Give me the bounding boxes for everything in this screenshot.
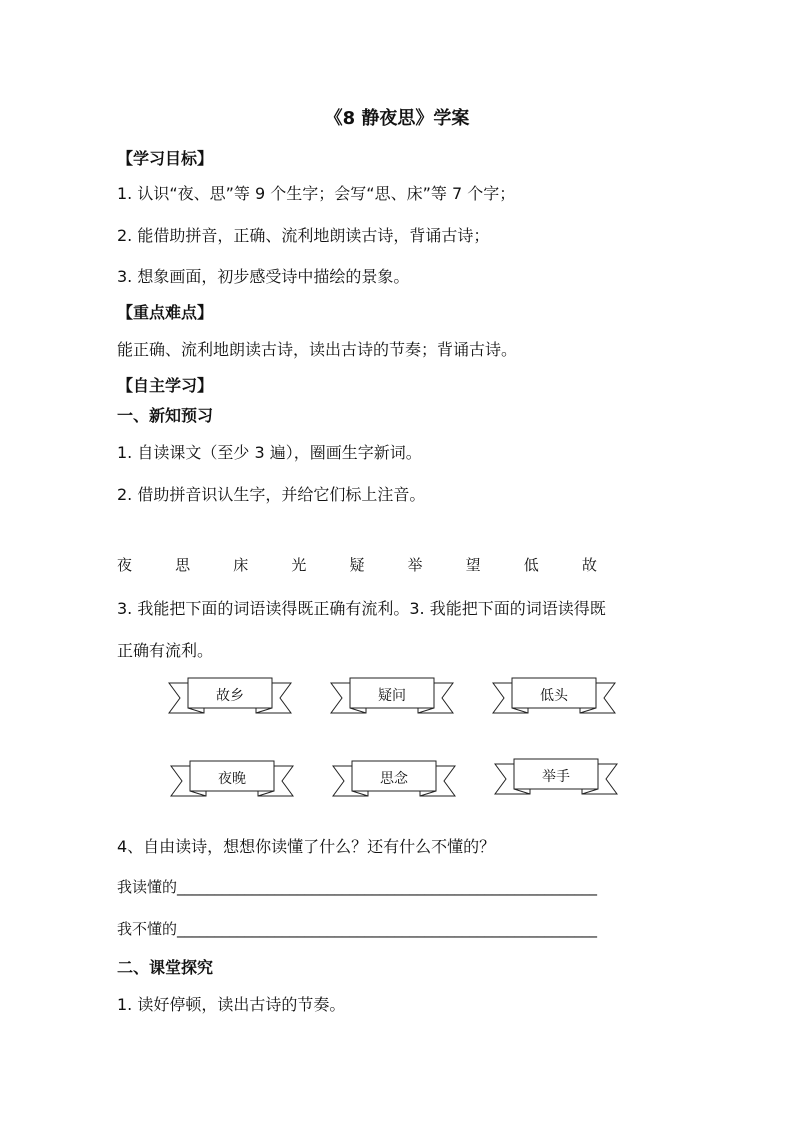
char-item: 床 xyxy=(233,556,249,574)
char-item: 夜 xyxy=(117,556,133,574)
word-ribbon xyxy=(170,760,294,800)
word-ribbon xyxy=(494,758,618,798)
sub-preview: 一、新知预习 xyxy=(117,406,214,425)
item-3-line-1: 3. 我能把下面的词语读得既正确有流利。3. 我能把下面的词语读得既 xyxy=(117,599,606,618)
char-item: 思 xyxy=(175,556,191,574)
word-label: 举手 xyxy=(542,769,570,785)
page-title: 《8 静夜思》学案 xyxy=(324,108,470,129)
word-label: 疑问 xyxy=(378,688,406,704)
char-item: 疑 xyxy=(349,556,365,574)
word-label: 故乡 xyxy=(216,688,244,704)
char-item: 望 xyxy=(465,556,481,574)
sub-explore: 二、课堂探究 xyxy=(117,958,214,977)
char-item: 光 xyxy=(291,556,307,574)
word-ribbon xyxy=(330,677,454,717)
word-ribbon xyxy=(332,760,456,800)
word-label: 低头 xyxy=(540,688,568,704)
preview-2: 2. 借助拼音识认生字，并给它们标上注音。 xyxy=(117,485,426,504)
item-3-line-2: 正确有流利。 xyxy=(117,641,214,660)
goal-3: 3. 想象画面，初步感受诗中描绘的景象。 xyxy=(117,267,410,286)
preview-1: 1. 自读课文（至少 3 遍），圈画生字新词。 xyxy=(117,443,422,462)
section-key: 【重点难点】 xyxy=(117,303,214,322)
char-item: 故 xyxy=(581,556,597,574)
char-item: 低 xyxy=(523,556,539,574)
goal-1: 1. 认识“夜、思”等 9 个生字；会写“思、床”等 7 个字； xyxy=(117,184,516,203)
word-ribbon xyxy=(492,677,616,717)
word-ribbon xyxy=(168,677,292,717)
not-understood-blank[interactable]: 我不懂的________________________________________________________ xyxy=(117,920,598,938)
new-characters xyxy=(117,554,597,575)
explore-1: 1. 读好停顿，读出古诗的节奏。 xyxy=(117,995,346,1014)
word-label: 思念 xyxy=(380,771,408,787)
section-self-study: 【自主学习】 xyxy=(117,376,214,395)
goal-2: 2. 能借助拼音，正确、流利地朗读古诗，背诵古诗； xyxy=(117,226,490,245)
word-label: 夜晚 xyxy=(218,771,246,787)
key-text: 能正确、流利地朗读古诗，读出古诗的节奏；背诵古诗。 xyxy=(117,340,518,359)
char-item: 举 xyxy=(407,556,423,574)
understood-blank[interactable]: 我读懂的________________________________________________________ xyxy=(117,878,598,896)
item-4: 4、自由读诗，想想你读懂了什么？还有什么不懂的？ xyxy=(117,837,496,856)
section-goals: 【学习目标】 xyxy=(117,149,214,168)
